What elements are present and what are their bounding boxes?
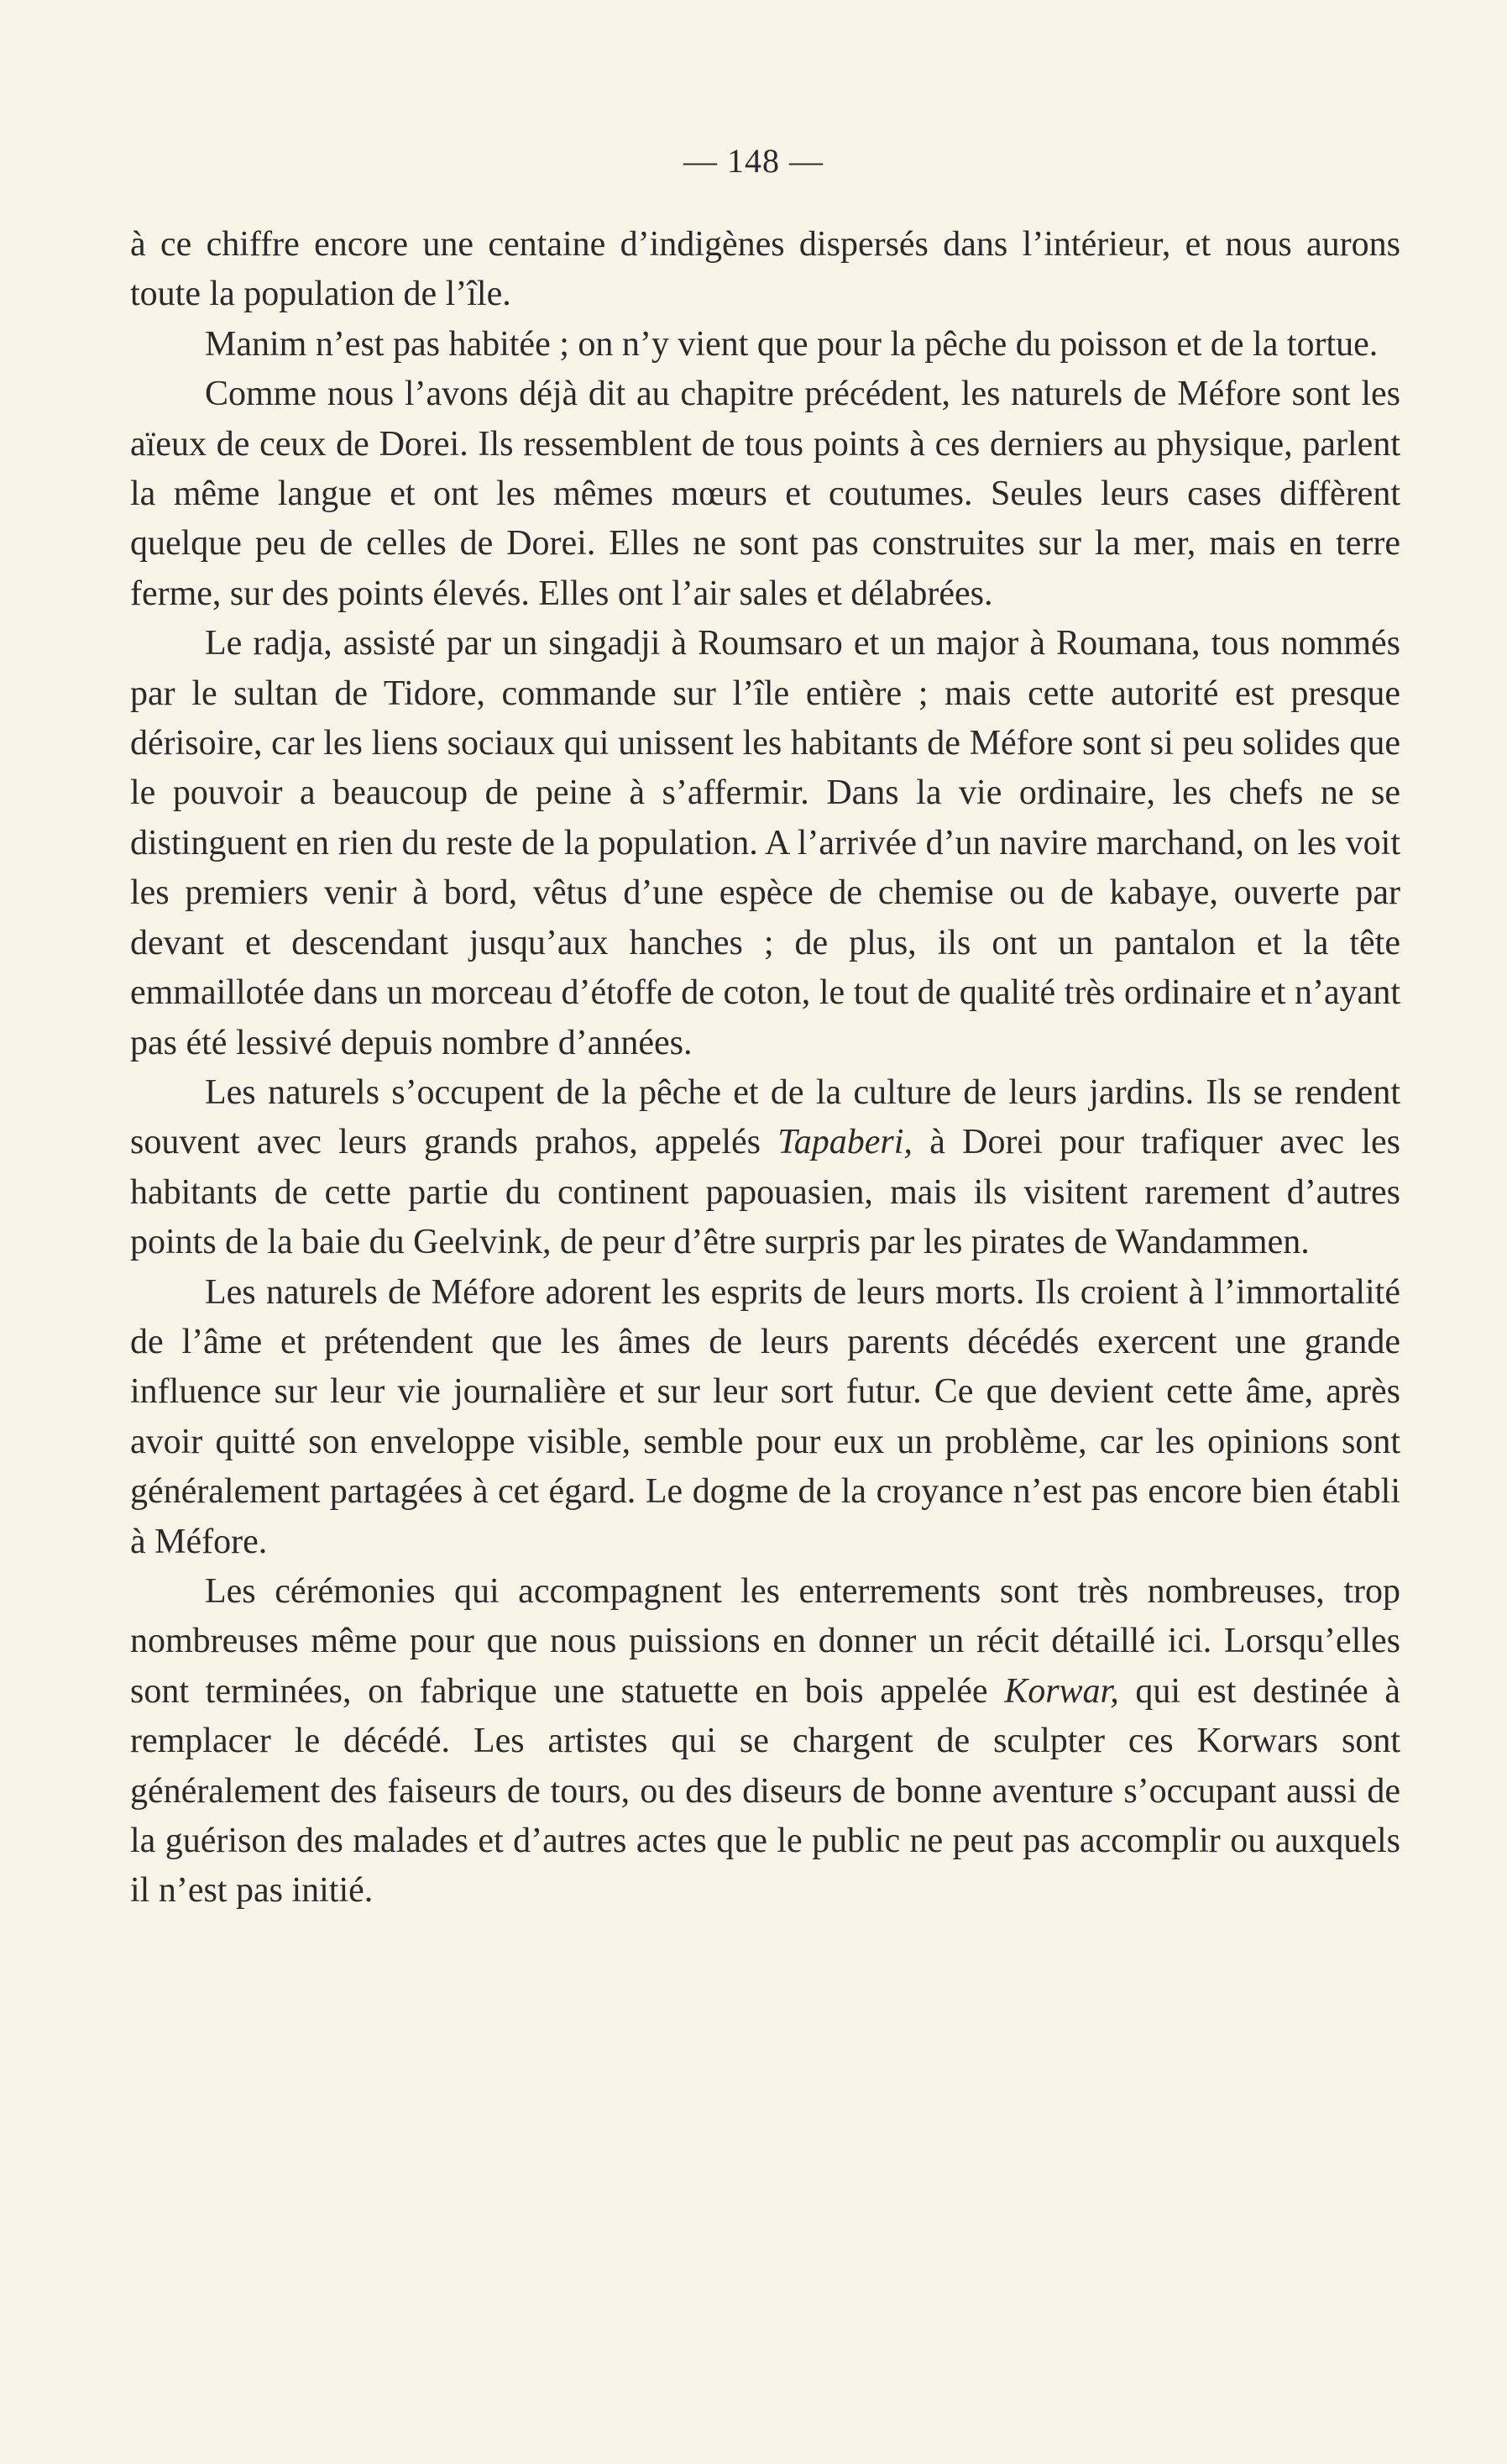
body-text xyxy=(130,220,1400,1916)
paragraph xyxy=(130,220,1400,320)
paragraph xyxy=(130,1068,1400,1268)
paragraph xyxy=(130,320,1400,370)
paragraph-text: Les naturels s’occupent de la pêche et de la culture de leurs jardins. Ils se rendent souvent avec leurs grands prahos, appelés xyxy=(130,1072,1400,1162)
paragraph-text: Comme nous l’avons déjà dit au chapitre précédent, les naturels de Méfore sont les aïeux de ceux de Dorei. Ils ressemblent de tous points à ces derniers au physique, parlent la même langue et ont les mêmes mœurs et coutumes. Seules leurs cases diffèrent quelque peu de celles de Dorei. Elles ne sont pas construites sur la mer, mais en terre ferme, sur des points élevés. Elles ont l’air sales et délabrées. xyxy=(130,375,1400,613)
paragraph xyxy=(130,370,1400,619)
paragraph xyxy=(130,1567,1400,1916)
italic-term: Tapaberi, xyxy=(777,1123,913,1162)
page-number: — 148 — xyxy=(683,142,824,180)
paragraph xyxy=(130,619,1400,1068)
paragraph-text: Les cérémonies qui accompagnent les enterrements sont très nombreuses, trop nombreuses même pour que nous puissions en donner un récit détaillé ici. Lorsqu’elles sont terminées, on fabrique une statuette en bois appelée xyxy=(130,1571,1400,1711)
paragraph-text: qui est destinée à remplacer le décédé. Les artistes qui se chargent de sculpter ces Korwars sont généralement des faiseurs de tours, ou des diseurs de bonne aventure s’occupant aussi de la guérison des malades et d’autres actes que le public ne peut pas accomplir ou auxquels il n’est pas initié. xyxy=(130,1671,1400,1911)
paragraph-text: Manim n’est pas habitée ; on n’y vient que pour la pêche du poisson et de la tortue. xyxy=(205,324,1379,364)
italic-term: Korwar, xyxy=(1004,1671,1119,1711)
paragraph-text: Les naturels de Méfore adorent les esprits de leurs morts. Ils croient à l’immortalité de l’âme et prétendent que les âmes de leurs parents décédés exercent une grande influence sur leur vie journalière et sur leur sort futur. Ce que devient cette âme, après avoir quitté son enveloppe visible, semble pour eux un problème, car les opinions sont généralement partagées à cet égard. Le dogme de la croyance n’est pas encore bien établi à Méfore. xyxy=(130,1272,1400,1561)
paragraph-text: Le radja, assisté par un singadji à Roumsaro et un major à Roumana, tous nommés par le sultan de Tidore, commande sur l’île entière ; mais cette autorité est presque dérisoire, car les liens sociaux qui unissent les habitants de Méfore sont si peu solides que le pouvoir a beaucoup de peine à s’affermir. Dans la vie ordinaire, les chefs ne se distinguent en rien du reste de la population. A l’arrivée d’un navire marchand, on les voit les premiers venir à bord, vêtus d’une espèce de chemise ou de kabaye, ouverte par devant et descendant jusqu’aux hanches ; de plus, ils ont un pantalon et la tête emmaillotée dans un morceau d’étoffe de coton, le tout de qualité très ordinaire et n’ayant pas été lessivé depuis nombre d’années. xyxy=(130,624,1400,1062)
paragraph-text: à ce chiffre encore une centaine d’indigènes dispersés dans l’intérieur, et nous aurons toute la population de l’île. xyxy=(130,225,1400,314)
paragraph-text: à Dorei pour trafiquer avec les habitants de cette partie du continent papouasien, mais ils visitent rarement d’autres points de la baie du Geelvink, de peur d’être surpris par les pirates de Wandammen. xyxy=(130,1123,1401,1262)
paragraph xyxy=(130,1268,1400,1567)
